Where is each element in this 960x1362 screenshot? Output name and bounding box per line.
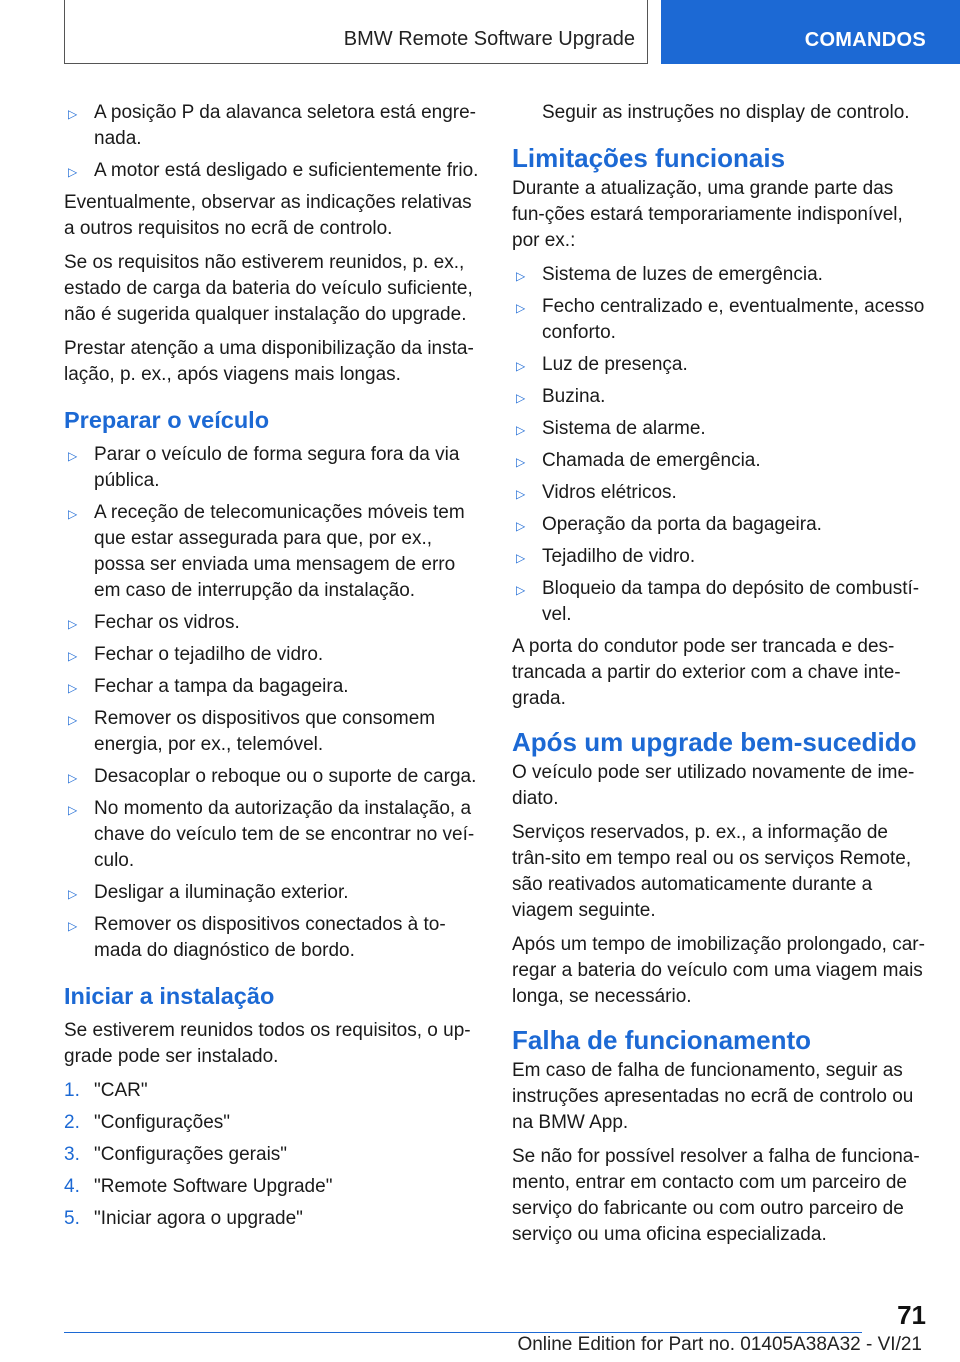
- install-steps: [64, 1078, 480, 1232]
- paragraph: Durante a atualização, uma grande parte das fun-ções estará temporariamente indisponível, por ex.:: [512, 178, 903, 251]
- triangle-bullet-icon: ▷: [68, 771, 78, 785]
- paragraph: Prestar atenção a uma disponibilização da insta-lação, p. ex., após viagens mais longas.: [64, 338, 474, 385]
- step-number: 3.: [64, 1144, 80, 1165]
- list-item: ▷ Sistema de alarme.: [512, 416, 928, 442]
- step-continuation: Seguir as instruções no display de controlo.: [542, 102, 910, 123]
- header-title: BMW Remote Software Upgrade: [343, 28, 635, 50]
- triangle-bullet-icon: ▷: [68, 681, 78, 695]
- heading-functional-limits: Limitações funcionais: [512, 143, 786, 173]
- step-item: 5. "Iniciar agora o upgrade": [64, 1206, 480, 1232]
- triangle-bullet-icon: ▷: [516, 455, 526, 469]
- triangle-bullet-icon: ▷: [68, 507, 78, 521]
- paragraph: Eventualmente, observar as indicações relativas a outros requisitos no ecrã de controlo.: [64, 192, 472, 239]
- list-item: ▷ Chamada de emergência.: [512, 448, 928, 474]
- footer-edition: Online Edition for Part no. 01405A38A32 - VI/21: [517, 1334, 922, 1355]
- header-section-tab: [661, 0, 960, 64]
- triangle-bullet-icon: ▷: [68, 803, 78, 817]
- left-column: [64, 100, 480, 1238]
- triangle-bullet-icon: ▷: [68, 649, 78, 663]
- requirements-list: [64, 100, 480, 184]
- triangle-bullet-icon: ▷: [516, 583, 526, 597]
- list-item: ▷ Remover os dispositivos conectados à to-mada do diagnóstico de bordo.: [68, 914, 446, 961]
- list-item: ▷ A posição P da alavanca seletora está engre-nada.: [68, 102, 477, 149]
- paragraph: Se não for possível resolver a falha de funciona-mento, entrar em contacto com um parceiro de serviço do fabricante ou com outro parceiro de serviço ou uma oficina especializada.: [512, 1146, 920, 1245]
- heading-prepare-vehicle: Preparar o veículo: [64, 407, 270, 433]
- step-item: 1. "CAR": [64, 1078, 480, 1104]
- page-number: 71: [897, 1300, 926, 1330]
- triangle-bullet-icon: ▷: [68, 919, 78, 933]
- list-item: ▷ A receção de telecomunicações móveis tem que estar assegurada para que, por ex., possa ser enviada uma mensagem de erro em caso de interrupção da instalação.: [68, 502, 465, 601]
- triangle-bullet-icon: ▷: [68, 887, 78, 901]
- paragraph: Após um tempo de imobilização prolongado, car-regar a bateria do veículo com uma viagem mais longa, se necessário.: [512, 934, 925, 1007]
- triangle-bullet-icon: ▷: [516, 301, 526, 315]
- paragraph: Se estiverem reunidos todos os requisitos, o up-grade pode ser instalado.: [64, 1020, 471, 1067]
- list-item: ▷ Bloqueio da tampa do depósito de combustí-vel.: [516, 578, 920, 625]
- triangle-bullet-icon: ▷: [68, 713, 78, 727]
- triangle-bullet-icon: ▷: [68, 617, 78, 631]
- list-item: ▷ Fechar o tejadilho de vidro.: [64, 642, 480, 668]
- heading-after-upgrade: Após um upgrade bem-sucedido: [512, 727, 917, 757]
- limits-list: [512, 262, 928, 628]
- step-item: 3. "Configurações gerais": [64, 1142, 480, 1168]
- step-number: 5.: [64, 1208, 80, 1229]
- list-item: ▷ Fecho centralizado e, eventualmente, acesso conforto.: [516, 296, 925, 343]
- list-item: ▷ Parar o veículo de forma segura fora da via pública.: [68, 444, 460, 491]
- triangle-bullet-icon: ▷: [68, 107, 78, 121]
- paragraph: Se os requisitos não estiverem reunidos, p. ex., estado de carga da bateria do veículo suficiente, não é sugerida qualquer instalação do upgrade.: [64, 252, 473, 325]
- step-number: 4.: [64, 1176, 80, 1197]
- heading-start-install: Iniciar a instalação: [64, 983, 275, 1009]
- list-item: ▷ Remover os dispositivos que consomem energia, por ex., telemóvel.: [68, 708, 436, 755]
- list-item: ▷ Operação da porta da bagageira.: [512, 512, 928, 538]
- list-item: ▷ Desacoplar o reboque ou o suporte de carga.: [64, 764, 480, 790]
- list-item: ▷ Fechar a tampa da bagageira.: [64, 674, 480, 700]
- list-item: ▷ Desligar a iluminação exterior.: [64, 880, 480, 906]
- list-item: ▷ No momento da autorização da instalação, a chave do veículo tem de se encontrar no veí-culo.: [68, 798, 475, 871]
- triangle-bullet-icon: ▷: [68, 449, 78, 463]
- right-column: [512, 100, 928, 1256]
- triangle-bullet-icon: ▷: [516, 519, 526, 533]
- triangle-bullet-icon: ▷: [516, 423, 526, 437]
- header-section-label: COMANDOS: [804, 29, 926, 51]
- prepare-list: [64, 442, 480, 964]
- list-item: ▷ Sistema de luzes de emergência.: [512, 262, 928, 288]
- step-number: 1.: [64, 1080, 80, 1101]
- triangle-bullet-icon: ▷: [516, 391, 526, 405]
- step-item: 2. "Configurações": [64, 1110, 480, 1136]
- triangle-bullet-icon: ▷: [516, 551, 526, 565]
- triangle-bullet-icon: ▷: [516, 269, 526, 283]
- list-item: ▷ Buzina.: [512, 384, 928, 410]
- list-item: ▷ Luz de presença.: [512, 352, 928, 378]
- triangle-bullet-icon: ▷: [68, 165, 78, 179]
- list-item: ▷ Tejadilho de vidro.: [512, 544, 928, 570]
- heading-malfunction: Falha de funcionamento: [512, 1025, 812, 1055]
- list-item: ▷ Fechar os vidros.: [64, 610, 480, 636]
- footer-divider: [64, 1332, 862, 1333]
- step-item: 4. "Remote Software Upgrade": [64, 1174, 480, 1200]
- paragraph: Em caso de falha de funcionamento, seguir as instruções apresentadas no ecrã de controlo ou na BMW App.: [512, 1060, 914, 1133]
- paragraph: A porta do condutor pode ser trancada e des-trancada a partir do exterior com a chave inte-grada.: [512, 636, 901, 709]
- header-title-box: [64, 0, 648, 64]
- step-number: 2.: [64, 1112, 80, 1133]
- list-item: ▷ Vidros elétricos.: [512, 480, 928, 506]
- paragraph: O veículo pode ser utilizado novamente de ime-diato.: [512, 762, 915, 809]
- list-item: ▷ A motor está desligado e suficientemente frio.: [64, 158, 480, 184]
- paragraph: Serviços reservados, p. ex., a informação de trân-sito em tempo real ou os serviços Remote, são reativados automaticamente durante a viagem seguinte.: [512, 822, 912, 921]
- triangle-bullet-icon: ▷: [516, 359, 526, 373]
- triangle-bullet-icon: ▷: [516, 487, 526, 501]
